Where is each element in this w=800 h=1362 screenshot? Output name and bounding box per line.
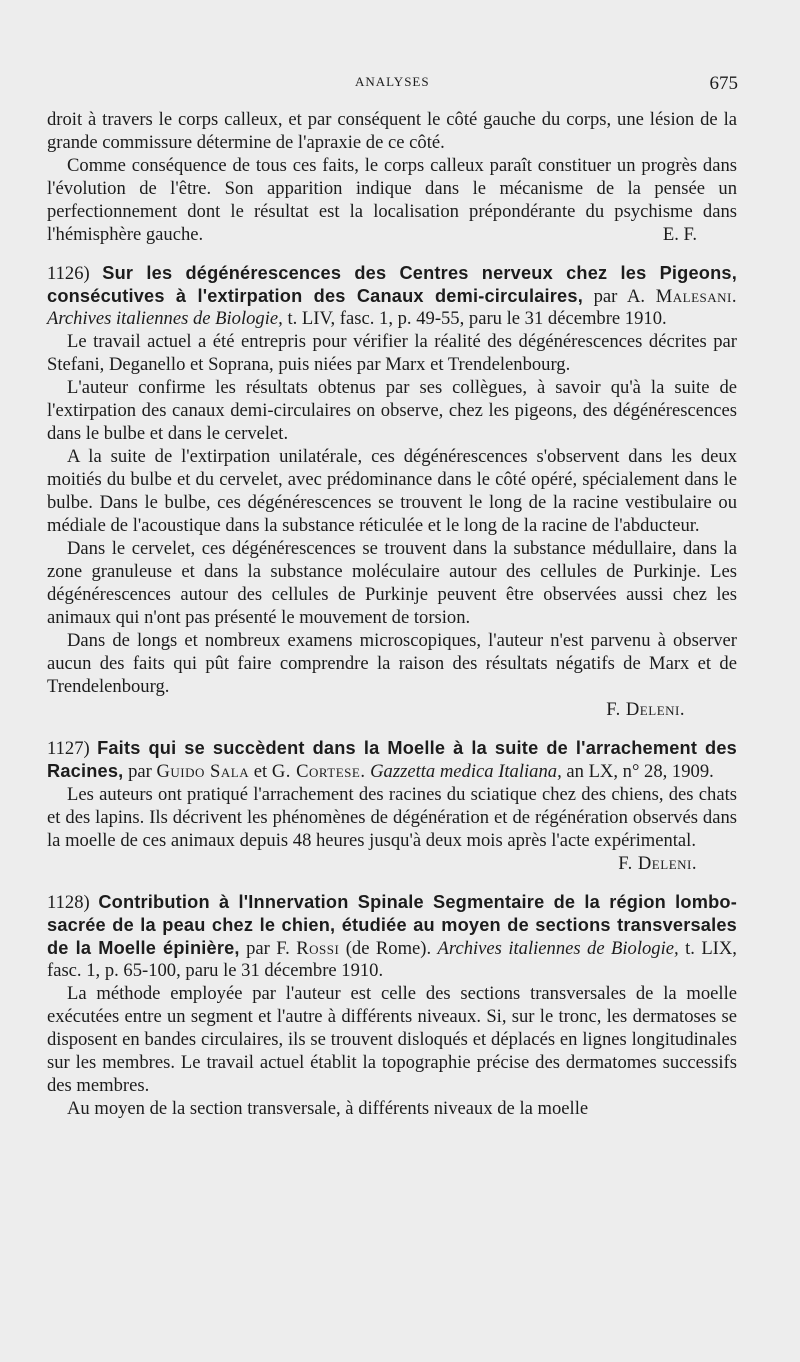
abstract-paragraph: Le travail actuel a été entrepris pour vérifier la réalité des dégénérescences décrites par Stefani, Deganello et Soprana, puis niées par Marx et Trendelenbourg. (47, 331, 737, 375)
author-name: Guido Sala (156, 761, 250, 782)
journal-name: Archives italiennes de Biologie, (47, 308, 283, 329)
abstract-paragraph: Au moyen de la section transversale, à différents niveaux de la moelle (67, 1098, 589, 1119)
author-note: (de Rome). (345, 938, 432, 959)
author-initial: F. (276, 938, 290, 959)
signature-text: F. Deleni. (606, 699, 685, 720)
author-name: Malesani. (655, 286, 738, 307)
running-head-title: ANALYSES (355, 74, 430, 89)
entry-title: Contribution à l'Innervation Spinale Segmentaire de la région lombo-sacrée de la peau chez le chien, étudiée au moyen de sections transversales de la Moelle épinière, (47, 892, 737, 958)
journal-name: Archives italiennes de Biologie, (437, 938, 679, 959)
abstract-paragraph: A la suite de l'extirpation unilatérale, ces dégénérescences s'observent dans les deux moitiés du bulbe et du cervelet, avec prédominance dans le côté opéré, spécialement dans le bulbe. Dans le bulbe, ces dégénérescences se trouvent le long de la racine vestibulaire ou médiale de l'acoustique dans la substance réticulée et le long de la racine de l'abducteur. (47, 446, 737, 536)
abstract-paragraph: La méthode employée par l'auteur est celle des sections transversales de la moelle exécutées entre un segment et l'autre à différents niveaux. Si, sur le tronc, les dermatoses se disposent en bandes circulaires, ils se trouvent disloqués et déplacés en lignes longitudinales sur les membres. Le travail actuel établit la topographie précise des dermatomes successifs des membres. (47, 983, 737, 1096)
entry-number: 1126) (47, 263, 90, 284)
author-initial: A. (626, 286, 646, 307)
entry-number: 1127) (47, 738, 90, 759)
running-head (0, 74, 800, 94)
page-number: 675 (709, 73, 738, 94)
entry-by: par (128, 761, 152, 782)
continuation-paragraph: droit à travers le corps calleux, et par conséquent le côté gauche du corps, une lésion de la grande commissure détermine de l'apraxie de ce côté. (47, 109, 737, 153)
author-name: G. Cortese. (271, 761, 366, 782)
publication-details: t. LIX, fasc. 1, p. 65-100, paru le 31 décembre 1910. (47, 938, 737, 981)
paragraph-text: Comme conséquence de tous ces faits, le corps calleux paraît constituer un progrès dans l'évolution de l'être. Son apparition indique dans le mécanisme de la pensée un perfectionnement dont le résultat est la localisation prépondérante du psychisme dans l'hémisphère gauche. (47, 155, 737, 245)
entry-number: 1128) (47, 892, 90, 913)
entry-by: par (593, 286, 618, 307)
entry-1128 (47, 891, 737, 1120)
abstract-paragraph: L'auteur confirme les résultats obtenus par ses collègues, à savoir qu'à la suite de l'extirpation des canaux demi-circulaires on observe, chez les pigeons, des dégénérescences dans le bulbe et dans le cervelet. (47, 377, 737, 444)
entry-heading (47, 737, 737, 783)
publication-details: t. LIV, fasc. 1, p. 49-55, paru le 31 décembre 1910. (287, 308, 667, 329)
abstract-paragraph (47, 783, 737, 875)
journal-name: Gazzetta medica Italiana, (370, 761, 562, 782)
author-conjunction: et (253, 761, 268, 782)
entry-by: par (246, 938, 270, 959)
signature: F. Deleni. (618, 853, 697, 874)
body-text (47, 108, 737, 1120)
signature: E. F. (662, 224, 697, 245)
author-name: Rossi (296, 938, 340, 959)
signature (47, 698, 737, 721)
abstract-paragraph: Dans de longs et nombreux examens microscopiques, l'auteur n'est parvenu à observer aucun des faits qui pût faire comprendre la raison des résultats négatifs de Marx et de Trendelenbourg. (47, 630, 737, 697)
paragraph-text: Les auteurs ont pratiqué l'arrachement des racines du sciatique chez des chiens, des chats et des lapins. Ils décrivent les phénomènes de dégénération et de régénération observés dans la moelle de ces animaux depuis 48 heures jusqu'à deux mois après l'acte expérimental. (47, 784, 737, 851)
entry-title: Sur les dégénérescences des Centres nerveux chez les Pigeons, consécutives à l'extirpation des Canaux demi-circulaires, (47, 263, 737, 306)
entry-1126 (47, 262, 737, 721)
entry-1127 (47, 737, 737, 875)
publication-details: an LX, n° 28, 1909. (566, 761, 714, 782)
entry-heading (47, 262, 737, 330)
abstract-paragraph: Dans le cervelet, ces dégénérescences se trouvent dans la substance médullaire, dans la zone granuleuse et dans la substance moléculaire autour des cellules de Purkinje. Les dégénérescences autour des cellules de Purkinje peuvent être observées aussi chez les animaux qui n'ont pas présenté le mouvement de torsion. (47, 538, 737, 628)
entry-title: Faits qui se succèdent dans la Moelle à la suite de l'arrachement des Racines, (47, 738, 737, 781)
continuation-paragraph (47, 154, 737, 246)
entry-heading (47, 891, 737, 982)
